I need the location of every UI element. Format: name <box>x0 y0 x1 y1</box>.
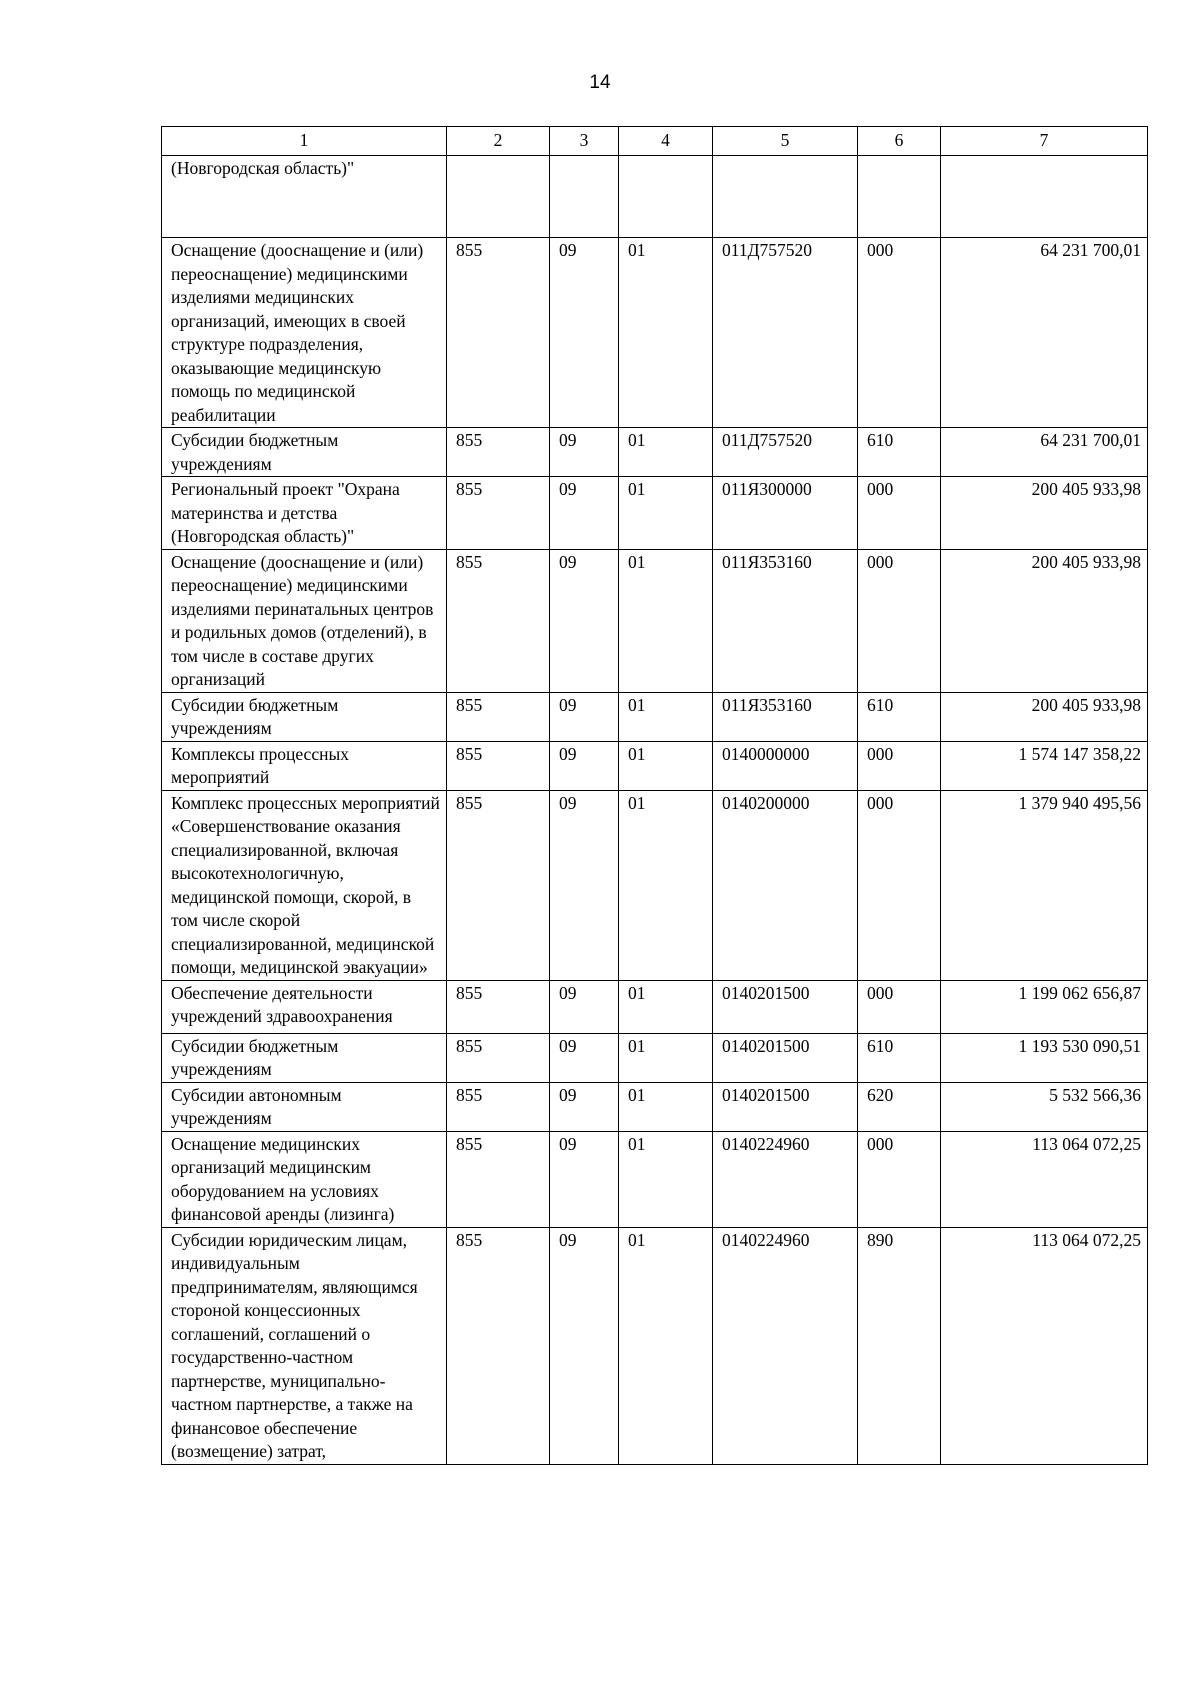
row-col-3 <box>550 156 619 238</box>
row-col-4: 01 <box>619 1227 713 1464</box>
row-col-5: 011Д757520 <box>713 428 858 477</box>
table-row <box>162 238 1148 428</box>
row-name: Субсидии бюджетным учреждениям <box>162 692 447 741</box>
row-col-5: 0140000000 <box>713 741 858 790</box>
row-col-5: 011Я353160 <box>713 549 858 692</box>
row-col-5: 0140200000 <box>713 790 858 980</box>
table-row <box>162 741 1148 790</box>
column-header-7: 7 <box>941 127 1148 156</box>
row-col-5: 011Я353160 <box>713 692 858 741</box>
row-col-4: 01 <box>619 741 713 790</box>
row-col-5: 011Д757520 <box>713 238 858 428</box>
row-amount: 113 064 072,25 <box>941 1131 1148 1227</box>
row-col-6 <box>858 156 941 238</box>
row-amount: 1 379 940 495,56 <box>941 790 1148 980</box>
row-col-3: 09 <box>550 549 619 692</box>
row-col-4: 01 <box>619 692 713 741</box>
row-col-4 <box>619 156 713 238</box>
row-col-6: 610 <box>858 1033 941 1082</box>
row-name: Региональный проект "Охрана материнства и детства (Новгородская область)" <box>162 477 447 550</box>
table-header-row <box>162 127 1148 156</box>
column-header-3: 3 <box>550 127 619 156</box>
budget-table <box>161 126 1148 1465</box>
table-row <box>162 1131 1148 1227</box>
row-col-4: 01 <box>619 980 713 1033</box>
row-col-4: 01 <box>619 790 713 980</box>
row-col-2 <box>447 156 550 238</box>
row-col-6: 620 <box>858 1082 941 1131</box>
row-amount: 5 532 566,36 <box>941 1082 1148 1131</box>
row-name: Оснащение медицинских организаций медицинским оборудованием на условиях финансовой аренды (лизинга) <box>162 1131 447 1227</box>
table-row <box>162 980 1148 1033</box>
row-col-6: 890 <box>858 1227 941 1464</box>
row-col-5: 0140201500 <box>713 1082 858 1131</box>
row-col-2: 855 <box>447 741 550 790</box>
row-amount: 64 231 700,01 <box>941 428 1148 477</box>
row-name: Оснащение (дооснащение и (или) переоснащение) медицинскими изделиями перинатальных центров и родильных домов (отделений), в том числе в составе других организаций <box>162 549 447 692</box>
table-row <box>162 790 1148 980</box>
column-header-5: 5 <box>713 127 858 156</box>
table-row <box>162 549 1148 692</box>
row-col-2: 855 <box>447 1227 550 1464</box>
row-col-6: 610 <box>858 692 941 741</box>
row-col-6: 610 <box>858 428 941 477</box>
row-name: Субсидии бюджетным учреждениям <box>162 428 447 477</box>
row-name: Оснащение (дооснащение и (или) переоснащение) медицинскими изделиями медицинских организаций, имеющих в своей структуре подразделения, оказывающие медицинскую помощь по медицинской реабилитации <box>162 238 447 428</box>
row-col-5: 0140201500 <box>713 980 858 1033</box>
page-number: 14 <box>589 72 611 93</box>
row-col-2: 855 <box>447 692 550 741</box>
row-col-3: 09 <box>550 980 619 1033</box>
row-col-3: 09 <box>550 790 619 980</box>
row-col-2: 855 <box>447 790 550 980</box>
row-name: Обеспечение деятельности учреждений здравоохранения <box>162 980 447 1033</box>
row-col-3: 09 <box>550 1033 619 1082</box>
row-col-4: 01 <box>619 477 713 550</box>
row-col-5 <box>713 156 858 238</box>
row-col-2: 855 <box>447 1033 550 1082</box>
row-amount: 1 199 062 656,87 <box>941 980 1148 1033</box>
table-row <box>162 1082 1148 1131</box>
row-col-3: 09 <box>550 1227 619 1464</box>
table-row <box>162 156 1148 238</box>
row-col-4: 01 <box>619 549 713 692</box>
row-col-5: 0140224960 <box>713 1227 858 1464</box>
row-col-3: 09 <box>550 1082 619 1131</box>
row-col-5: 0140224960 <box>713 1131 858 1227</box>
row-name: Субсидии юридическим лицам, индивидуальным предпринимателям, являющимся стороной концессионных соглашений, соглашений о государственно-частном партнерстве, муниципально-частном партнерстве, а также на финансовое обеспечение (возмещение) затрат, <box>162 1227 447 1464</box>
column-header-6: 6 <box>858 127 941 156</box>
row-col-3: 09 <box>550 428 619 477</box>
row-col-2: 855 <box>447 477 550 550</box>
table-row <box>162 1033 1148 1082</box>
row-amount: 200 405 933,98 <box>941 477 1148 550</box>
row-col-4: 01 <box>619 1033 713 1082</box>
row-amount: 113 064 072,25 <box>941 1227 1148 1464</box>
column-header-2: 2 <box>447 127 550 156</box>
row-col-3: 09 <box>550 741 619 790</box>
row-col-6: 000 <box>858 741 941 790</box>
row-name: Комплекс процессных мероприятий «Совершенствование оказания специализированной, включая высокотехнологичную, медицинской помощи, скорой, в том числе скорой специализированной, медицинской помощи, медицинской эвакуации» <box>162 790 447 980</box>
row-col-6: 000 <box>858 790 941 980</box>
row-col-4: 01 <box>619 238 713 428</box>
row-col-2: 855 <box>447 1131 550 1227</box>
row-name: Субсидии бюджетным учреждениям <box>162 1033 447 1082</box>
row-col-3: 09 <box>550 1131 619 1227</box>
row-amount: 64 231 700,01 <box>941 238 1148 428</box>
column-header-1: 1 <box>162 127 447 156</box>
row-col-3: 09 <box>550 692 619 741</box>
row-col-4: 01 <box>619 428 713 477</box>
row-col-3: 09 <box>550 238 619 428</box>
row-col-6: 000 <box>858 549 941 692</box>
row-name: Субсидии автономным учреждениям <box>162 1082 447 1131</box>
row-name: (Новгородская область)" <box>162 156 447 238</box>
column-header-4: 4 <box>619 127 713 156</box>
row-amount: 200 405 933,98 <box>941 692 1148 741</box>
row-col-4: 01 <box>619 1131 713 1227</box>
row-col-2: 855 <box>447 549 550 692</box>
row-col-6: 000 <box>858 1131 941 1227</box>
table-row <box>162 692 1148 741</box>
row-col-4: 01 <box>619 1082 713 1131</box>
row-amount <box>941 156 1148 238</box>
row-col-5: 0140201500 <box>713 1033 858 1082</box>
row-col-2: 855 <box>447 1082 550 1131</box>
row-col-3: 09 <box>550 477 619 550</box>
row-col-6: 000 <box>858 238 941 428</box>
row-amount: 200 405 933,98 <box>941 549 1148 692</box>
row-col-2: 855 <box>447 238 550 428</box>
row-col-6: 000 <box>858 980 941 1033</box>
table-row <box>162 428 1148 477</box>
table-row <box>162 477 1148 550</box>
row-amount: 1 193 530 090,51 <box>941 1033 1148 1082</box>
row-amount: 1 574 147 358,22 <box>941 741 1148 790</box>
row-col-5: 011Я300000 <box>713 477 858 550</box>
row-name: Комплексы процессных мероприятий <box>162 741 447 790</box>
table-row <box>162 1227 1148 1464</box>
row-col-2: 855 <box>447 428 550 477</box>
row-col-2: 855 <box>447 980 550 1033</box>
row-col-6: 000 <box>858 477 941 550</box>
